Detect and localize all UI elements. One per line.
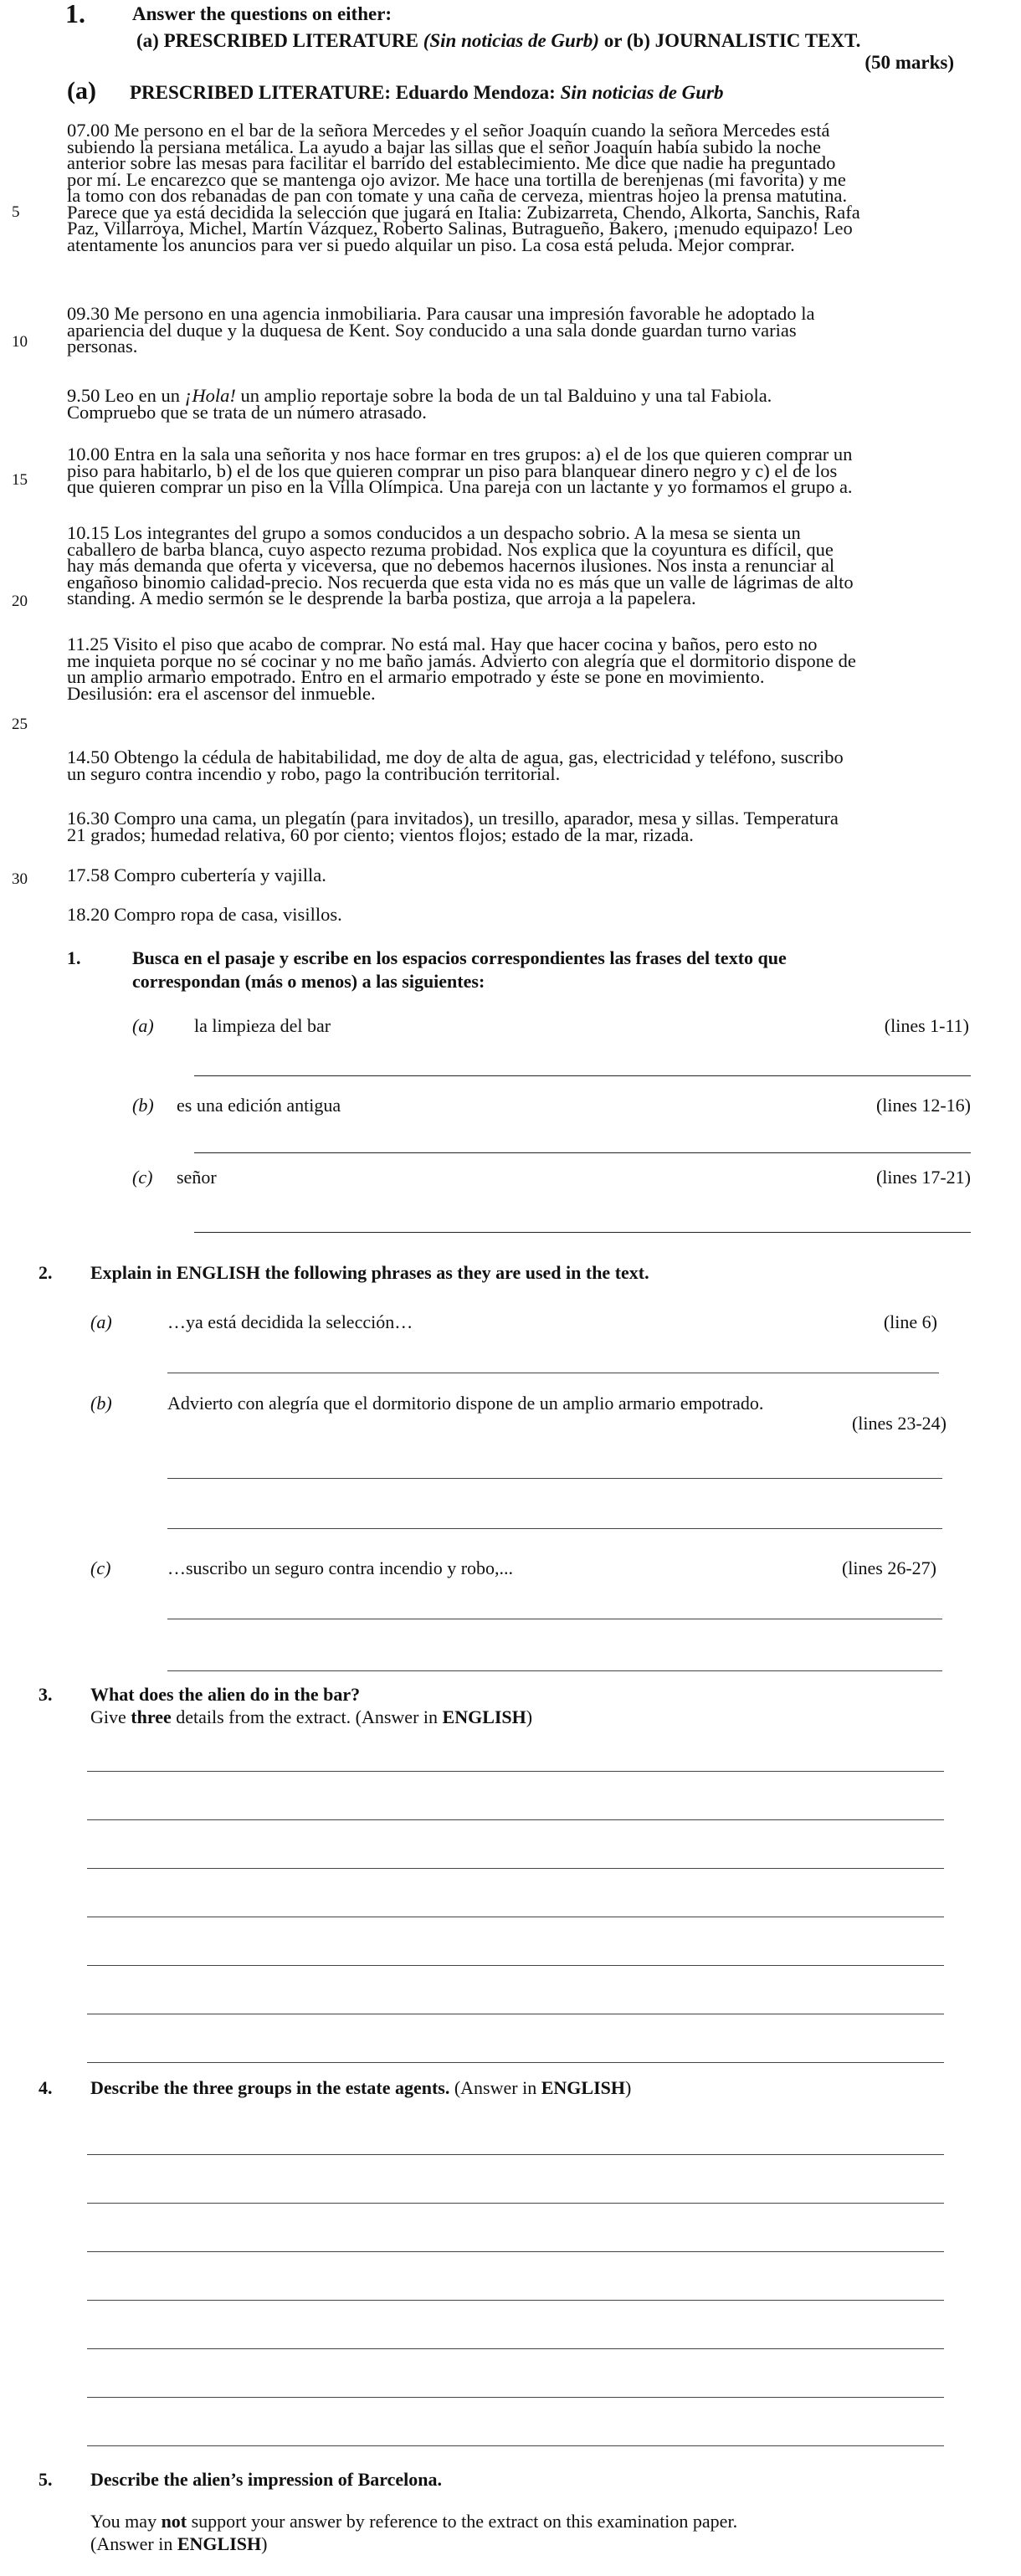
q1b-ref: (lines 12-16) [875,1095,971,1116]
answer-line[interactable] [87,1771,944,1772]
passage-paragraph: 9.50 Leo en un ¡Hola! un amplio reportaje sobre la boda de un tal Balduino y una tal Fabiola. Compruebo que se trata de un número atrasado. [67,385,772,423]
answer-line[interactable] [167,1478,942,1479]
q3-instruction: Give three details from the extract. (Answer in ENGLISH) [90,1706,533,1727]
answer-line[interactable] [87,2062,944,2063]
q2c-text: …suscribo un seguro contra incendio y robo,... [167,1557,514,1578]
q2c-label: (c) [90,1557,111,1578]
passage-paragraph: 11.25 Visito el piso que acabo de comprar. No está mal. Hay que hacer cocina y baños, pero esto no me inquieta porque no sé cocinar y no me baño jamás. Advierto con alegría que el dormitorio dispone de un amplio armario empotrado. Entro en el armario empotrado y éste se pone en movimiento. Desilusión: era el ascensor del inmueble. [67,634,856,704]
answer-line[interactable] [87,1965,944,1966]
answer-line[interactable] [194,1152,971,1153]
answer-line[interactable] [87,2397,944,2398]
line-number: 25 [12,716,28,733]
q5-number: 5. [38,2469,53,2490]
passage-paragraph: 07.00 Me persono en el bar de la señora Mercedes y el señor Joaquín cuando la señora Mercedes está subiendo la persiana metálica. La ayudo a bajar las sillas que el señor Joaquín había subido la noche anterior sobre las mesas para facilitar el barrido del establecimiento. Me dice que nadie ha preguntado por mí. Le encarezco que se mantenga ojo avizor. Me hace una tortilla de berenjenas (mi favorita) y me la tomo con dos rebanadas de pan con tomate y una caña de cerveza, mientras hojeo la prensa matutina. Parece que ya está decidida la selección que jugará en Italia: Zubizarreta, Chendo, Alkorta, Sanchis, Rafa Paz, Villarroya, Michel, Martín Vázquez, Roberto Salinas, Butragueño, Bakero, ¡menudo equipazo! Leo atentamente los anuncios para ver si puedo alquilar un piso. La cosa está peluda. Mejor comprar. [67,120,860,255]
line-number: 30 [12,870,28,888]
answer-line[interactable] [87,2203,944,2204]
answer-line[interactable] [87,2154,944,2155]
q1a-label: (a) [132,1015,154,1036]
answer-line[interactable] [167,1528,942,1529]
q5-prompt: Describe the alien’s impression of Barcelona. [90,2469,442,2490]
answer-line[interactable] [87,2251,944,2252]
q5-note: You may not support your answer by reference to the extract on this examination paper. [90,2511,738,2532]
instruction: Answer the questions on either: [132,3,392,24]
line-number: 15 [12,471,28,489]
q4-number: 4. [38,2077,53,2098]
q1-prompt: correspondan (más o menos) a las siguientes: [132,971,485,992]
passage-paragraph: 09.30 Me persono en una agencia inmobiliaria. Para causar una impresión favorable he adoptado la apariencia del duque y la duquesa de Kent. Soy conducido a una sala donde guardan turno varias personas. [67,303,815,357]
q2-prompt: Explain in ENGLISH the following phrases as they are used in the text. [90,1262,649,1283]
q2a-ref: (line 6) [883,1311,937,1332]
q1-number: 1. [67,947,81,968]
q1c-text: señor [177,1167,217,1188]
answer-line[interactable] [87,2300,944,2301]
q1a-ref: (lines 1-11) [884,1015,969,1036]
answer-line[interactable] [87,1868,944,1869]
q3-prompt: What does the alien do in the bar? [90,1684,361,1705]
answer-line[interactable] [87,2445,944,2446]
q1-prompt: Busca en el pasaje y escribe en los espacios correspondientes las frases del texto que [132,947,787,968]
passage-paragraph: 17.58 Compro cubertería y vajilla. [67,865,326,885]
section-title: PRESCRIBED LITERATURE: Eduardo Mendoza: Sin noticias de Gurb [130,82,724,103]
q2a-text: …ya está decidida la selección… [167,1311,413,1332]
passage-paragraph: 10.15 Los integrantes del grupo a somos conducidos a un despacho sobrio. A la mesa se sienta un caballero de barba blanca, cuyo aspecto rezuma probidad. Nos explica que la coyuntura es difícil, que hay más demanda que oferta y viceversa, que no debemos hacernos ilusiones. Nos insta a renunciar al engañoso binomio calidad-precio. Nos recuerda que esta vida no es más que un valle de lágrimas de alto standing. A medio sermón se le desprende la barba postiza, que arroja a la papelera. [67,522,854,608]
options-line: (a) PRESCRIBED LITERATURE (Sin noticias de Gurb) or (b) JOURNALISTIC TEXT. [136,30,861,51]
q2b-ref: (lines 23-24) [851,1413,947,1434]
question-number: 1. [65,0,85,28]
q1c-label: (c) [132,1167,153,1188]
q2-number: 2. [38,1262,53,1283]
section-label: (a) [67,77,96,105]
passage-paragraph: 16.30 Compro una cama, un plegatín (para invitados), un tresillo, aparador, mesa y sillas. Temperatura 21 grados; humedad relativa, 60 por ciento; vientos flojos; estado de la mar, rizada. [67,808,839,845]
q5-note: (Answer in ENGLISH) [90,2533,268,2554]
marks: (50 marks) [865,52,954,73]
q2a-label: (a) [90,1311,112,1332]
passage-paragraph: 18.20 Compro ropa de casa, visillos. [67,904,342,925]
line-number: 10 [12,333,28,351]
q1c-ref: (lines 17-21) [875,1167,971,1188]
q1b-label: (b) [132,1095,154,1116]
passage-paragraph: 14.50 Obtengo la cédula de habitabilidad, me doy de alta de agua, gas, electricidad y teléfono, suscribo un seguro contra incendio y robo, pago la contribución territorial. [67,747,844,784]
q4-prompt: Describe the three groups in the estate agents. (Answer in ENGLISH) [90,2077,632,2098]
q2c-ref: (lines 26-27) [841,1557,936,1578]
answer-line[interactable] [87,2348,944,2349]
line-number: 5 [12,203,20,221]
answer-line[interactable] [87,1819,944,1820]
q1b-text: es una edición antigua [177,1095,341,1116]
q2b-label: (b) [90,1393,112,1414]
q3-number: 3. [38,1684,53,1705]
q1a-text: la limpieza del bar [194,1015,331,1036]
line-number: 20 [12,593,28,610]
q2b-text: Advierto con alegría que el dormitorio dispone de un amplio armario empotrado. [167,1393,764,1414]
answer-line[interactable] [194,1232,971,1233]
passage-paragraph: 10.00 Entra en la sala una señorita y nos hace formar en tres grupos: a) el de los que quieren comprar un piso para habitarlo, b) el de los que quieren comprar un piso para blanquear dinero negro y c) el de los que quieren comprar un piso en la Villa Olímpica. Una pareja con un lactante y yo formamos el grupo a. [67,444,853,497]
answer-line[interactable] [167,1670,942,1671]
answer-line[interactable] [194,1075,971,1076]
